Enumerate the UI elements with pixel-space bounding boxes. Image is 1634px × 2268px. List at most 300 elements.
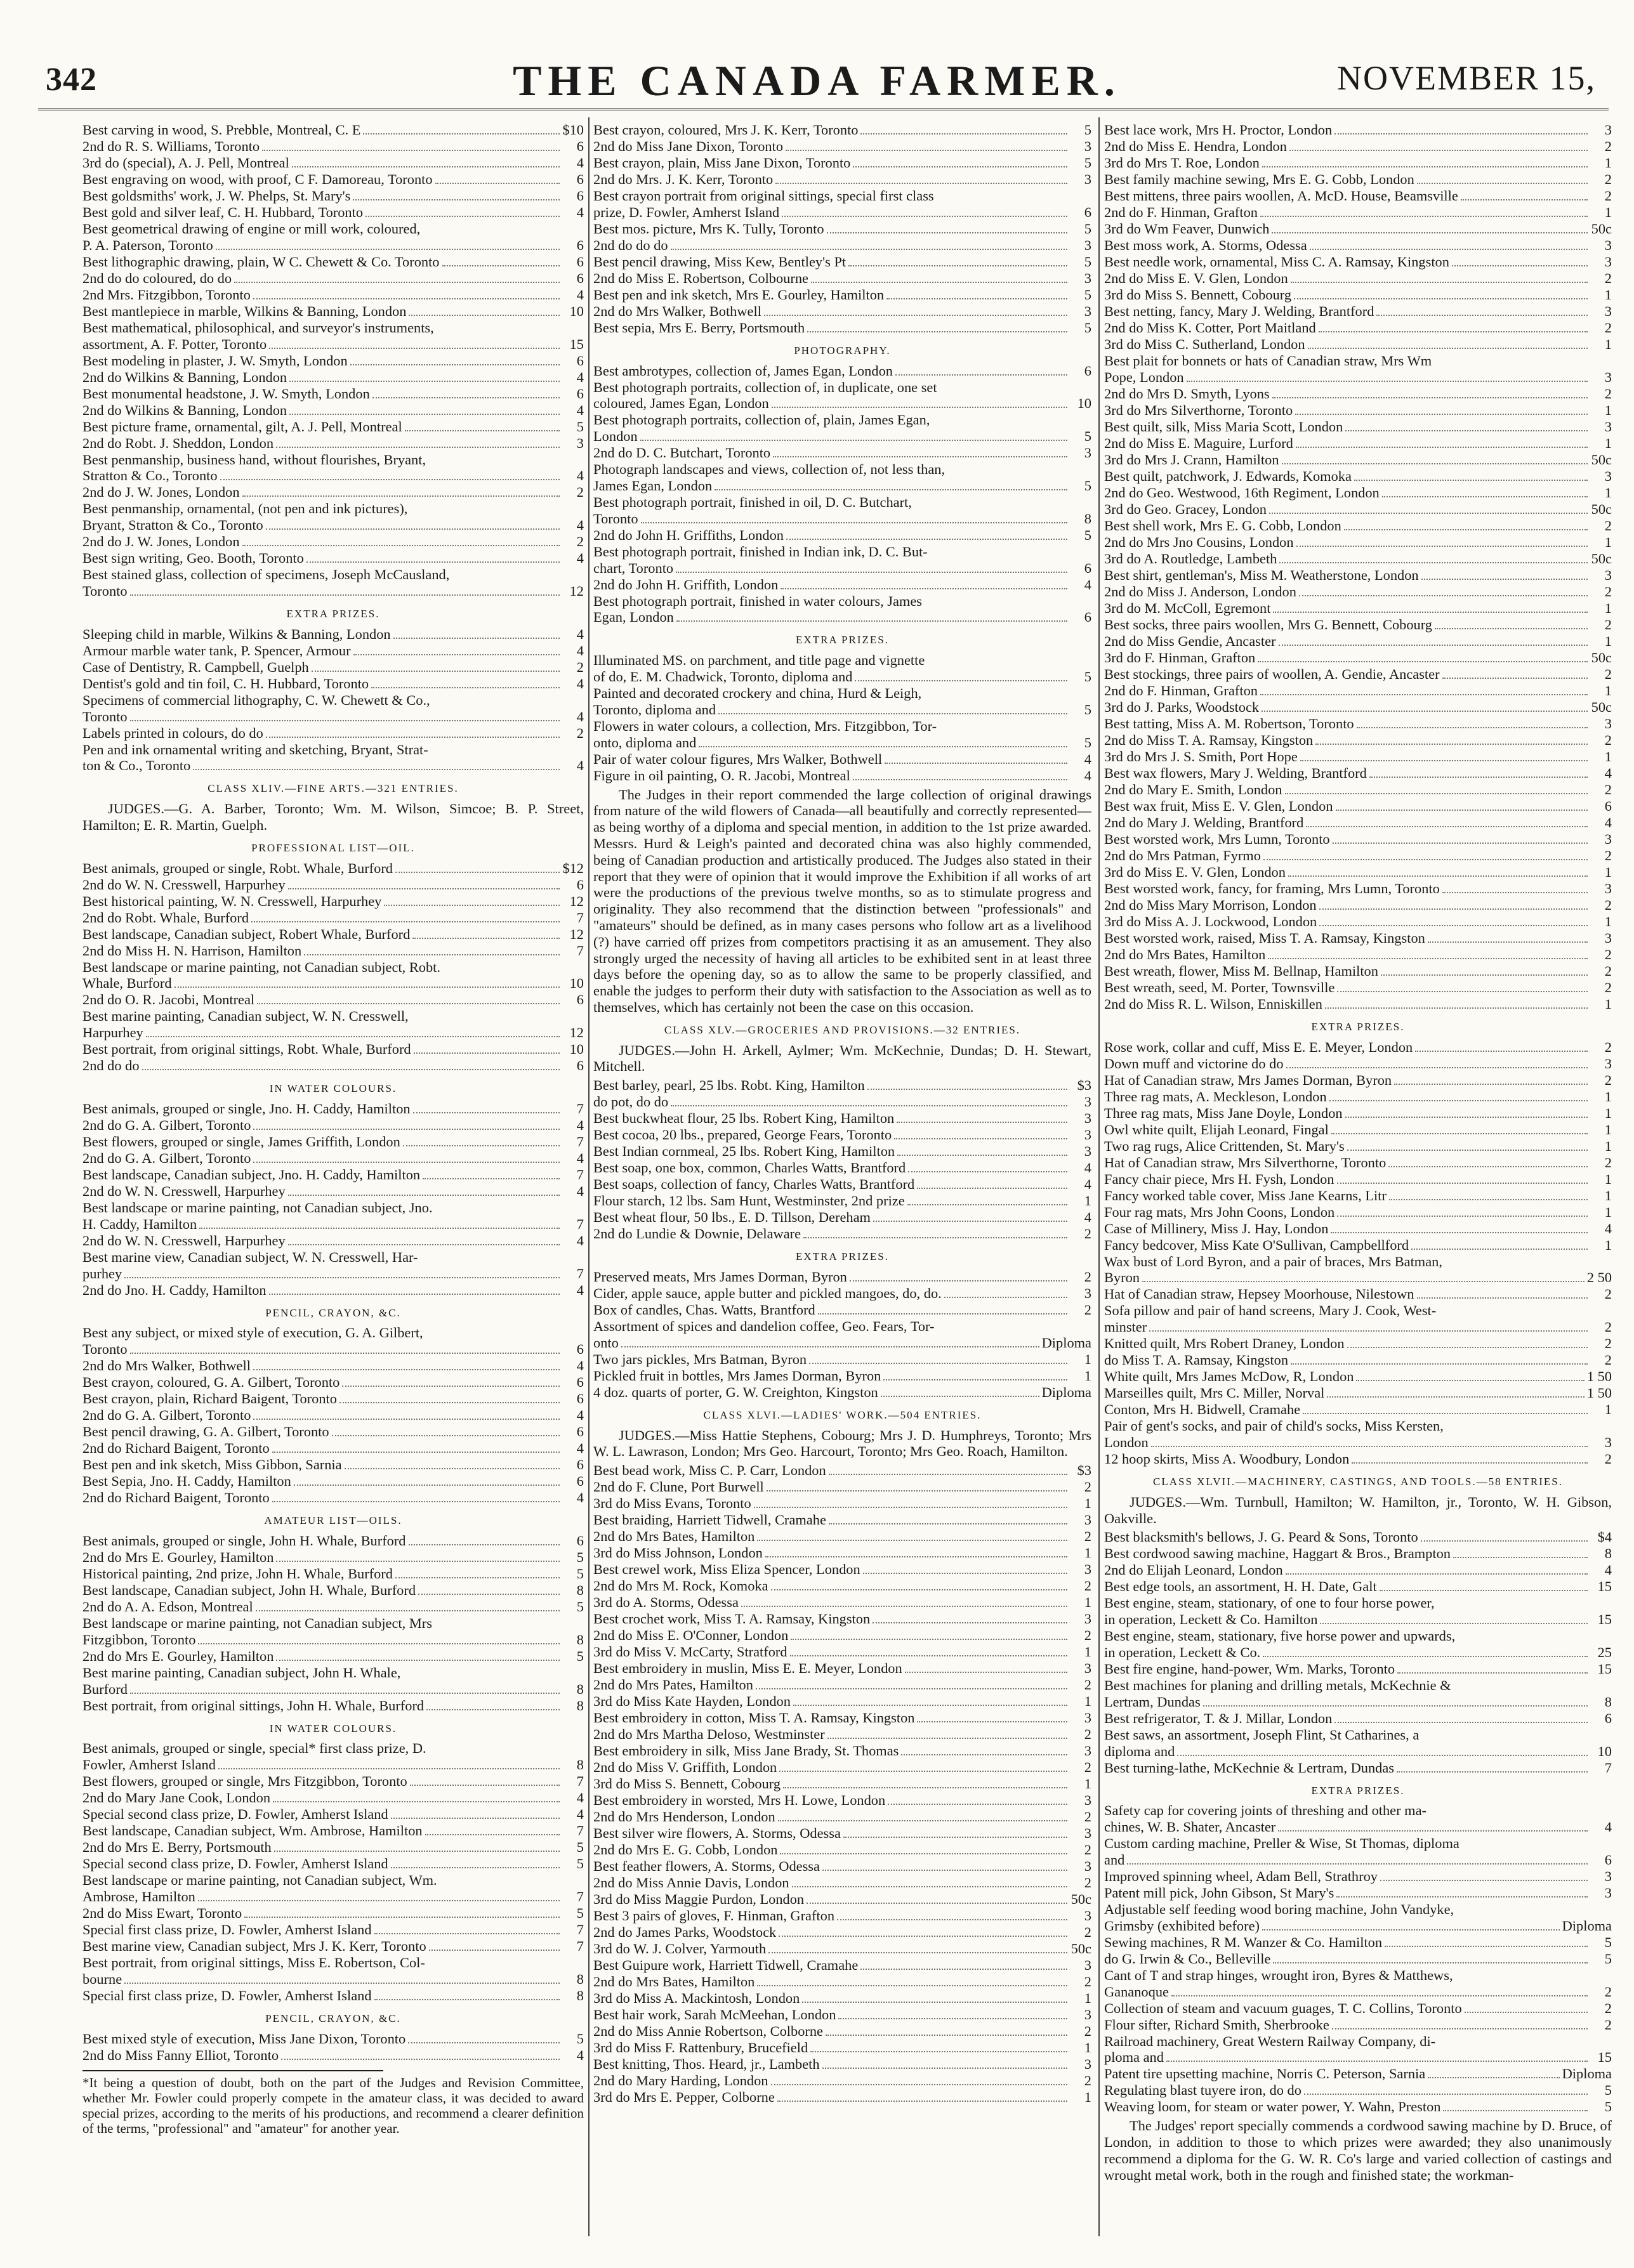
prize-amount: 2 (1604, 270, 1612, 286)
prize-entry (82, 1457, 584, 1473)
prize-amount: 2 (1084, 1974, 1091, 1990)
leader-dots (1310, 249, 1588, 250)
entry-text: 3rd do M. McColl, Egremont (1104, 600, 1271, 616)
entry-text: ton & Co., Toronto (82, 757, 191, 774)
prize-amount: 3 (1604, 929, 1612, 946)
prize-entry (1104, 666, 1612, 683)
entry-text: Best gold and silver leaf, C. H. Hubbard, Toronto (82, 204, 364, 220)
prize-amount: 5 (1604, 2082, 1612, 2099)
entry-text: 2nd do Miss E. V. Glen, London (1104, 270, 1288, 286)
entry-text: London (593, 428, 638, 445)
entry-text: and (1104, 1851, 1125, 1868)
entry-text: 3rd do Miss A. Mackintosh, London (593, 1990, 800, 2007)
prize-amount: $3 (1077, 1462, 1091, 1479)
prize-entry (1104, 287, 1612, 303)
issue-date: NOVEMBER 15, (1336, 59, 1596, 97)
prize-entry (593, 1335, 1091, 1351)
prize-entry-start: Railroad machinery, Great Western Railway Company, di- (1104, 2033, 1436, 2049)
entry-text: Best shell work, Mrs E. G. Cobb, London (1104, 517, 1341, 534)
entry-text: 3rd do W. J. Colver, Yarmouth (593, 1941, 767, 1957)
prize-entry (1104, 369, 1612, 386)
prize-entry (593, 478, 1091, 494)
leader-dots (718, 713, 1067, 714)
entry-text: ploma and (1104, 2049, 1164, 2066)
section-heading: EXTRA PRIZES. (796, 634, 889, 646)
column-right (1104, 122, 1612, 2241)
prize-entry (1104, 1072, 1612, 1089)
entry-text: Pope, London (1104, 369, 1184, 385)
prize-amount: 3 (1084, 1825, 1091, 1842)
prize-entry (82, 910, 584, 926)
entry-text: 4 doz. quarts of porter, G. W. Creighton, Kingston (593, 1384, 878, 1400)
prize-entry (593, 1627, 1091, 1644)
leader-dots (768, 1952, 1067, 1953)
leader-dots (1306, 826, 1588, 827)
prize-entry (593, 171, 1091, 188)
prize-amount: 4 (576, 1281, 584, 1298)
entry-text: Case of Millinery, Miss J. Hay, London (1104, 1220, 1329, 1236)
leader-dots (793, 1705, 1067, 1706)
leader-dots (1421, 1540, 1588, 1542)
prize-entry (593, 1495, 1091, 1512)
leader-dots (429, 1950, 560, 1951)
prize-amount: 2 (1084, 1301, 1091, 1318)
prize-amount: 2 (1084, 1479, 1091, 1495)
prize-entry (593, 1368, 1091, 1384)
prize-entry (593, 1143, 1091, 1160)
entry-text: Conton, Mrs H. Bidwell, Cramahe (1104, 1401, 1301, 1418)
prize-entry (593, 1875, 1091, 1891)
leader-dots (1394, 1084, 1588, 1085)
entry-text: P. A. Paterson, Toronto (82, 237, 213, 253)
leader-dots (641, 522, 1067, 523)
prize-entry (593, 428, 1091, 445)
prize-amount: 5 (576, 418, 584, 435)
prize-entry-start: Best plait for bonnets or hats of Canadian straw, Mrs Wm (1104, 353, 1432, 369)
entry-text: Best soap, one box, common, Charles Watts, Brantford (593, 1160, 906, 1176)
prize-amount: 1 (1604, 435, 1612, 451)
prize-amount: 3 (1084, 270, 1091, 286)
leader-dots (1262, 1929, 1560, 1930)
prize-amount: 2 (576, 484, 584, 501)
prize-amount: 15 (569, 336, 584, 352)
leader-dots (867, 1089, 1067, 1090)
prize-entry (1104, 2017, 1612, 2033)
prize-entry (1104, 617, 1612, 633)
leader-dots (1453, 1557, 1588, 1558)
leader-dots (1263, 859, 1588, 860)
entry-text: Best landscape, Canadian subject, Jno. H. Caddy, Hamilton (82, 1166, 421, 1183)
prize-entry (1104, 782, 1612, 798)
prize-entry (82, 1582, 584, 1599)
prize-amount: 1 (1084, 1693, 1091, 1710)
prize-entry (82, 1971, 584, 1988)
prize-entry (593, 1384, 1091, 1401)
entry-text: Best wax flowers, Mary J. Welding, Brantford (1104, 764, 1367, 781)
prize-amount: Diploma (1562, 2066, 1612, 2082)
prize-entry (1104, 1039, 1612, 1056)
section-heading: PROFESSIONAL LIST—OIL. (251, 841, 415, 854)
leader-dots (272, 1501, 560, 1502)
entry-text: 2nd do F. Hinman, Grafton (1104, 682, 1258, 698)
leader-dots (775, 183, 1067, 184)
leader-dots (807, 1903, 1067, 1904)
prize-amount: 7 (576, 1823, 584, 1839)
entry-text: Grimsby (exhibited before) (1104, 1917, 1260, 1934)
entry-text: 2nd do J. W. Jones, London (82, 534, 240, 550)
prize-entry (82, 484, 584, 501)
entry-text: Hat of Canadian straw, Mrs James Dorman, Byron (1104, 1072, 1392, 1088)
prize-entry (1104, 204, 1612, 221)
prize-entry (1104, 1984, 1612, 2000)
prize-amount: 10 (569, 303, 584, 319)
prize-entry (1104, 402, 1612, 419)
entry-text: do pot, do do (593, 1094, 669, 1110)
leader-dots (405, 430, 560, 431)
entry-text: 2nd do do coloured, do do (82, 270, 232, 286)
paragraph: JUDGES.—John H. Arkell, Aylmer; Wm. McKechnie, Dundas; D. H. Stewart, Mitchell. (593, 1042, 1091, 1075)
prize-amount: 5 (1084, 286, 1091, 303)
entry-text: 3rd do A. Storms, Odessa (593, 1594, 739, 1611)
leader-dots (142, 1069, 560, 1070)
entry-text: 2nd do Miss V. Griffith, London (593, 1759, 777, 1776)
leader-dots (269, 348, 560, 349)
prize-entry (1104, 1155, 1612, 1171)
leader-dots (384, 905, 560, 906)
prize-entry (82, 468, 584, 484)
prize-entry (593, 1924, 1091, 1941)
prize-amount: 2 (576, 534, 584, 550)
leader-dots (1376, 315, 1588, 316)
entry-text: 2nd do Mrs Walker, Bothwell (82, 1358, 251, 1374)
prize-amount: 6 (576, 1457, 584, 1473)
prize-amount: 7 (576, 1773, 584, 1790)
leader-dots (873, 1622, 1067, 1623)
entry-text: Best animals, grouped or single, John H. Whale, Burford (82, 1532, 406, 1549)
entry-text: 2nd do Mrs E. Gourley, Hamilton (82, 1549, 274, 1565)
leader-dots (676, 620, 1067, 622)
leader-dots (777, 2101, 1067, 2102)
prize-entry (593, 1285, 1091, 1302)
prize-entry (593, 1974, 1091, 1990)
leader-dots (423, 1178, 560, 1179)
prize-entry (1104, 765, 1612, 782)
entry-text: Best crochet work, Miss T. A. Ramsay, Kingston (593, 1611, 871, 1627)
prize-entry (1104, 518, 1612, 534)
entry-text: Best pen and ink sketch, Miss Gibbon, Sarnia (82, 1457, 342, 1473)
prize-amount: 15 (1597, 1578, 1612, 1595)
prize-entry-start: Best penmanship, business hand, without flourishes, Bryant, (82, 451, 426, 468)
prize-amount: 6 (576, 171, 584, 187)
leader-dots (124, 1277, 560, 1278)
prize-entry (82, 237, 584, 254)
leader-dots (1428, 941, 1588, 943)
prize-entry (1104, 600, 1612, 617)
prize-entry (1104, 1918, 1612, 1934)
entry-text: 2nd do Miss E. O'Conner, London (593, 1627, 789, 1644)
leader-dots (408, 2042, 560, 2043)
leader-dots (894, 1138, 1067, 1139)
leader-dots (1356, 1380, 1584, 1381)
prize-amount: 3 (1084, 1561, 1091, 1578)
prize-amount: 5 (1084, 527, 1091, 543)
leader-dots (1278, 1830, 1588, 1832)
prize-amount: 2 (1604, 1039, 1612, 1055)
prize-entry (593, 2089, 1091, 2106)
entry-text: 3rd do Wm Feaver, Dunwich (1104, 221, 1270, 237)
leader-dots (175, 987, 560, 988)
prize-amount: 12 (569, 893, 584, 909)
entry-text: 2nd do Elijah Leonard, London (1104, 1562, 1283, 1578)
prize-entry (1104, 897, 1612, 914)
entry-text: do G. Irwin & Co., Belleville (1104, 1950, 1271, 1967)
leader-dots (253, 1419, 560, 1420)
page-number: 342 (46, 62, 97, 98)
leader-dots (1319, 331, 1588, 332)
prize-amount: 3 (1084, 1792, 1091, 1809)
prize-amount: 3 (1604, 303, 1612, 319)
entry-text: Stratton & Co., Toronto (82, 468, 218, 484)
prize-entry (593, 1176, 1091, 1193)
prize-entry (82, 860, 584, 877)
leader-dots (1443, 2110, 1588, 2111)
section-heading: PHOTOGRAPHY. (794, 344, 891, 357)
prize-entry (82, 171, 584, 188)
entry-text: 2nd do F. Clune, Port Burwell (593, 1479, 764, 1495)
entry-text: Best silver wire flowers, A. Storms, Odessa (593, 1825, 841, 1842)
leader-dots (391, 1867, 560, 1868)
prize-entry (1104, 155, 1612, 171)
prize-entry (82, 1266, 584, 1282)
entry-text: 3rd do Miss S. Bennett, Cobourg (593, 1776, 781, 1792)
prize-amount: 5 (1604, 1934, 1612, 1950)
prize-amount: 1 (1604, 1121, 1612, 1137)
prize-amount: 1 50 (1586, 1368, 1612, 1385)
entry-text: 2nd do Mrs Martha Deloso, Westminster (593, 1726, 825, 1743)
prize-entry-start: Best marine view, Canadian subject, W. N. Cresswell, Har- (82, 1249, 418, 1265)
prize-entry (82, 1549, 584, 1566)
leader-dots (1332, 2028, 1588, 2029)
entry-text: of do, E. M. Chadwick, Toronto, diploma and (593, 668, 853, 685)
prize-entry (593, 751, 1091, 768)
leader-dots (1397, 1771, 1588, 1773)
prize-entry (82, 1632, 584, 1648)
entry-text: Best braiding, Harriett Tidwell, Cramahe (593, 1512, 826, 1528)
prize-entry-start: Best landscape or marine painting, not Canadian subject, Mrs (82, 1615, 432, 1631)
prize-entry (593, 445, 1091, 461)
prize-entry (82, 402, 584, 419)
prize-entry (1104, 732, 1612, 749)
prize-amount: 8 (1604, 1545, 1612, 1562)
leader-dots (1268, 958, 1588, 959)
prize-amount: 3 (1604, 254, 1612, 270)
leader-dots (1417, 1297, 1588, 1299)
leader-dots (435, 183, 560, 184)
entry-text: in operation, Leckett & Co. Hamilton (1104, 1611, 1318, 1628)
prize-amount: 2 (1604, 2016, 1612, 2033)
entry-text: Best portrait, from original sittings, Robt. Whale, Burford (82, 1041, 411, 1058)
leader-dots (272, 1452, 560, 1453)
prize-entry (593, 1193, 1091, 1209)
prize-entry (593, 1660, 1091, 1677)
leader-dots (715, 489, 1067, 490)
leader-dots (1272, 397, 1588, 398)
prize-amount: 5 (1084, 428, 1091, 445)
prize-amount: 5 (576, 1549, 584, 1565)
prize-entry (1104, 452, 1612, 468)
prize-entry (593, 237, 1091, 254)
entry-text: Best 3 pairs of gloves, F. Hinman, Grafton (593, 1908, 835, 1924)
prize-amount: 2 (1084, 1627, 1091, 1644)
section-heading: PENCIL, CRAYON, &C. (265, 2012, 401, 2024)
leader-dots (274, 1851, 560, 1852)
entry-text: 2nd do G. A. Gilbert, Toronto (82, 1150, 251, 1166)
leader-dots (1308, 348, 1588, 349)
prize-entry (1104, 1171, 1612, 1188)
prize-entry (82, 1566, 584, 1582)
leader-dots (779, 1771, 1067, 1772)
prize-amount: 7 (576, 1166, 584, 1183)
prize-amount: 2 (1604, 731, 1612, 748)
prize-amount: 1 (1604, 863, 1612, 880)
leader-dots (253, 1162, 560, 1163)
prize-entry (593, 155, 1091, 171)
prize-entry (82, 757, 584, 774)
leader-dots (1303, 1413, 1588, 1414)
prize-amount: 1 (1084, 2089, 1091, 2106)
prize-entry-start: Pen and ink ornamental writing and sketching, Bryant, Strat- (82, 741, 428, 757)
prize-amount: 4 (576, 517, 584, 534)
prize-entry (1104, 171, 1612, 188)
prize-entry (593, 1226, 1091, 1242)
section-heading: EXTRA PRIZES. (1311, 1020, 1405, 1033)
prize-amount: 1 (1604, 748, 1612, 764)
leader-dots (699, 746, 1067, 747)
footnote: *It being a question of doubt, both on the part of the Judges and Revision Committee, whether Mr. Fowler could properly compete in the amateur class, it was decided to award special prizes, according to the merits of his productions, and recommend a clearer definition of the terms, "professional" and "amateur" for another year. (82, 2075, 584, 2136)
prize-amount: 2 (1604, 320, 1612, 336)
prize-amount: 4 (576, 1150, 584, 1166)
prize-amount: 3 (1084, 445, 1091, 461)
leader-dots (1285, 793, 1588, 794)
leader-dots (242, 545, 560, 546)
prize-entry (82, 877, 584, 893)
prize-entry (593, 1160, 1091, 1176)
prize-amount: 2 (1084, 1809, 1091, 1825)
prize-entry (82, 1134, 584, 1150)
leader-dots (256, 1610, 560, 1611)
leader-dots (1187, 381, 1588, 382)
prize-entry (82, 1773, 584, 1790)
entry-text: 2nd do Richard Baigent, Toronto (82, 1440, 270, 1457)
entry-text: 2nd do Miss Ewart, Toronto (82, 1904, 242, 1921)
prize-amount: 5 (1084, 220, 1091, 237)
leader-dots (757, 1540, 1067, 1541)
entry-text: 2nd do D. C. Butchart, Toronto (593, 445, 771, 461)
prize-entry (1104, 798, 1612, 815)
entry-text: Best netting, fancy, Mary J. Welding, Brantford (1104, 303, 1374, 319)
section-heading: PENCIL, CRAYON, &C. (265, 1306, 401, 1319)
entry-text: 3rd do (special), A. J. Pell, Montreal (82, 155, 289, 171)
leader-dots (1289, 150, 1588, 151)
leader-dots (756, 1688, 1067, 1689)
prize-entry (82, 1167, 584, 1183)
prize-amount: 1 (1604, 402, 1612, 418)
prize-amount: 3 (1604, 567, 1612, 583)
entry-text: Best barley, pearl, 25 lbs. Robt. King, Hamilton (593, 1077, 865, 1094)
prize-entry (1104, 1545, 1612, 1562)
prize-entry (593, 1710, 1091, 1726)
entry-text: Special second class prize, D. Fowler, Amherst Island (82, 1806, 388, 1823)
prize-entry (82, 287, 584, 303)
entry-text: Best worsted work, Mrs Lumn, Toronto (1104, 830, 1330, 847)
leader-dots (741, 1606, 1067, 1607)
prize-amount: 1 (1604, 1088, 1612, 1105)
prize-amount: 1 (1084, 1644, 1091, 1660)
prize-entry (593, 1110, 1091, 1127)
prize-amount: 4 (1084, 576, 1091, 593)
leader-dots (288, 888, 560, 889)
leader-dots (242, 495, 560, 497)
prize-amount: 6 (1604, 1851, 1612, 1868)
prize-amount: 6 (576, 1374, 584, 1391)
leader-dots (782, 216, 1067, 217)
leader-dots (822, 1870, 1067, 1871)
section-heading: CLASS XLVI.—LADIES' WORK.—504 ENTRIES. (703, 1408, 982, 1421)
leader-dots (888, 1804, 1067, 1805)
prize-amount: 6 (576, 1424, 584, 1440)
prize-entry (82, 1101, 584, 1117)
prize-amount: 4 (576, 1183, 584, 1199)
prize-entry (82, 1839, 584, 1856)
prize-entry (82, 1757, 584, 1773)
prize-entry-start: Painted and decorated crockery and china, Hurd & Leigh, (593, 685, 922, 701)
prize-entry (1104, 2082, 1612, 2099)
prize-entry (1104, 831, 1612, 848)
entry-text: 2nd do Miss Annie Robertson, Colborne (593, 2023, 823, 2040)
entry-text: Best quilt, silk, Miss Maria Scott, London (1104, 418, 1343, 435)
leader-dots (288, 1244, 560, 1245)
column-divider (1098, 117, 1100, 2236)
leader-dots (1327, 1396, 1584, 1398)
leader-dots (1149, 1330, 1588, 1332)
prize-amount: 1 (1604, 287, 1612, 303)
prize-entry (593, 138, 1091, 155)
entry-text: 2nd do Mrs E. Berry, Portsmouth (82, 1839, 272, 1856)
prize-amount: 5 (1084, 319, 1091, 336)
entry-text: Owl white quilt, Elijah Leonard, Fingal (1104, 1121, 1329, 1137)
entry-text: 3rd do Miss S. Bennett, Cobourg (1104, 287, 1292, 303)
prize-amount: Diploma (1562, 1917, 1612, 1934)
prize-entry (593, 1825, 1091, 1842)
leader-dots (266, 737, 560, 738)
prize-amount: 4 (576, 1407, 584, 1424)
leader-dots (395, 1577, 560, 1578)
prize-entry-start: Best marine painting, Canadian subject, John H. Whale, (82, 1664, 401, 1681)
leader-dots (1337, 1216, 1588, 1217)
prize-entry (1104, 1644, 1612, 1661)
entry-text: 2nd do Miss R. L. Wilson, Enniskillen (1104, 995, 1322, 1012)
prize-entry (1104, 2000, 1612, 2017)
entry-text: onto (593, 1334, 619, 1351)
prize-entry (593, 511, 1091, 527)
prize-amount: 4 (1604, 764, 1612, 781)
entry-text: Patent tire upsetting machine, Norris C. Peterson, Sarnia (1104, 2066, 1426, 2082)
prize-amount: 6 (1604, 1710, 1612, 1726)
prize-amount: 4 (1604, 1220, 1612, 1236)
prize-amount: 1 (1604, 204, 1612, 220)
entry-text: Best buckwheat flour, 25 lbs. Robert King, Hamilton (593, 1110, 895, 1127)
leader-dots (1269, 513, 1588, 514)
